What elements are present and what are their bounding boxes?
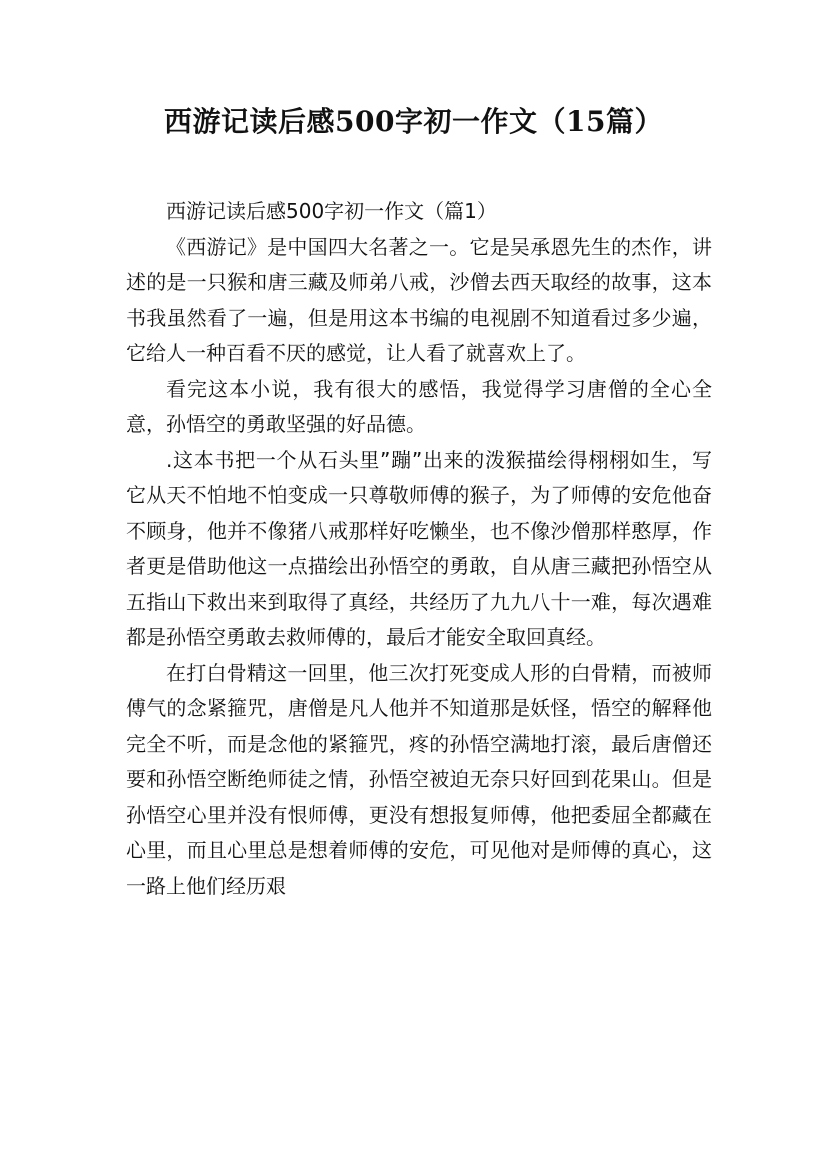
document-body xyxy=(126,194,712,904)
paragraph-4: 在打白骨精这一回里，他三次打死变成人形的白骨精，而被师傅气的念紧箍咒，唐僧是凡人他并不知道那是妖怪，悟空的解释他完全不听，而是念他的紧箍咒，疼的孙悟空满地打滚，最后唐僧还要和孙悟空断绝师徒之情，孙悟空被迫无奈只好回到花果山。但是孙悟空心里并没有恨师傅，更没有想报复师傅，他把委屈全都藏在心里，而且心里总是想着师傅的安危，可见他对是师傅的真心，这一路上他们经历艰 xyxy=(126,660,712,898)
paragraph-3: .这本书把一个从石头里”蹦”出来的泼猴描绘得栩栩如生，写它从天不怕地不怕变成一只尊敬师傅的猴子，为了师傅的安危他奋不顾身，他并不像猪八戒那样好吃懒坐，也不像沙僧那样憨厚，作者更是借助他这一点描绘出孙悟空的勇敢，自从唐三藏把孙悟空从五指山下救出来到取得了真经，共经历了九九八十一难，每次遇难都是孙悟空勇敢去救师傅的，最后才能安全取回真经。 xyxy=(126,447,712,649)
document-title: 西游记读后感500字初一作文（15篇） xyxy=(164,105,663,138)
paragraph-1: 《西游记》是中国四大名著之一。它是吴承恩先生的杰作，讲述的是一只猴和唐三藏及师弟八戒，沙僧去西天取经的故事，这本书我虽然看了一遍，但是用这本书编的电视剧不知道看过多少遍，它给人一种百看不厌的感觉，让人看了就喜欢上了。 xyxy=(126,234,712,365)
paragraph-2: 看完这本小说，我有很大的感悟，我觉得学习唐僧的全心全意，孙悟空的勇敢坚强的好品德。 xyxy=(126,376,712,436)
section-heading: 西游记读后感500字初一作文（篇1） xyxy=(166,199,497,223)
